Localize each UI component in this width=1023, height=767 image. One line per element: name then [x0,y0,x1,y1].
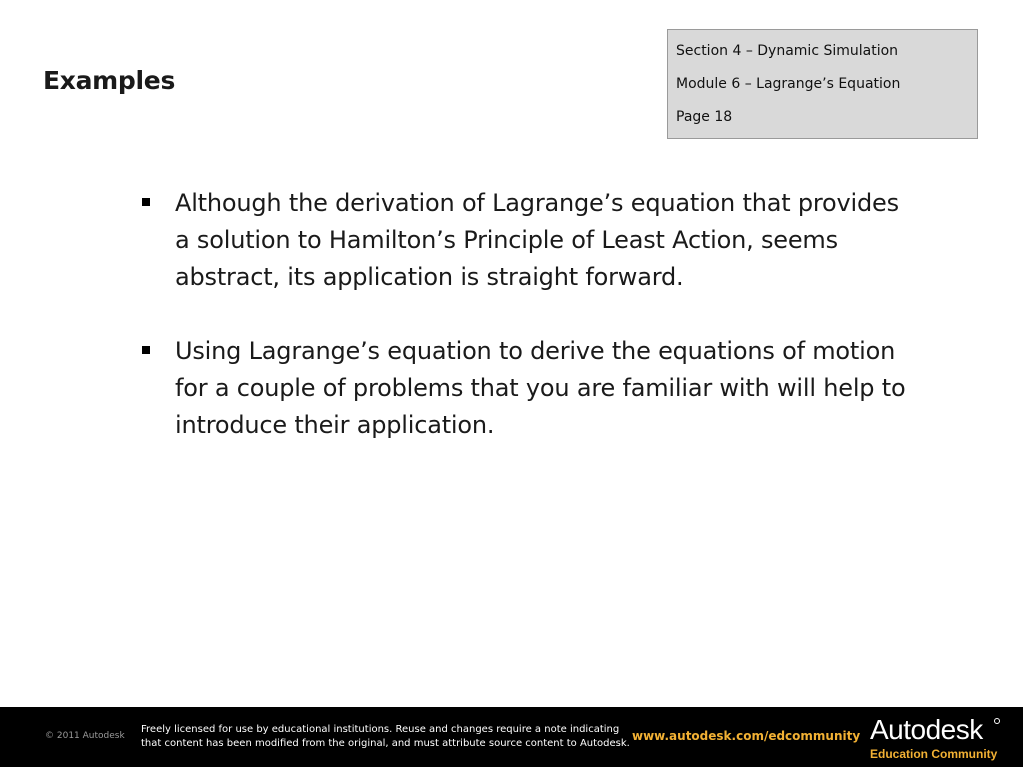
bullet-item [140,333,910,444]
section-label: Section 4 – Dynamic Simulation [676,43,899,59]
license-text [141,723,631,751]
page-number: Page 18 [676,109,733,125]
section-info-box [667,29,978,139]
bullet-item [140,185,910,296]
logo-subtitle: Education Community [870,747,998,761]
module-label: Module 6 – Lagrange’s Equation [676,76,901,92]
license-line: that content has been modified from the original, and must attribute source content to Autodesk. [141,738,630,749]
footer-bar [0,707,1023,767]
license-line: Freely licensed for use by educational institutions. Reuse and changes require a note indicating [141,724,620,735]
square-bullet-icon [142,346,150,354]
autodesk-logo [866,713,1006,763]
logo-wordmark: Autodesk [870,714,983,745]
copyright-text: © 2011 Autodesk [45,731,125,741]
registered-mark-icon [994,718,1000,724]
square-bullet-icon [142,198,150,206]
edcommunity-link[interactable]: www.autodesk.com/edcommunity [632,729,861,743]
bullet-text: Although the derivation of Lagrange’s equation that provides a solution to Hamilton’s Principle of Least Action, seems abstract, its application is straight forward. [175,189,899,291]
bullet-list [140,185,910,481]
bullet-text: Using Lagrange’s equation to derive the equations of motion for a couple of problems that you are familiar with will help to introduce their application. [175,337,906,439]
slide-title: Examples [43,66,176,95]
